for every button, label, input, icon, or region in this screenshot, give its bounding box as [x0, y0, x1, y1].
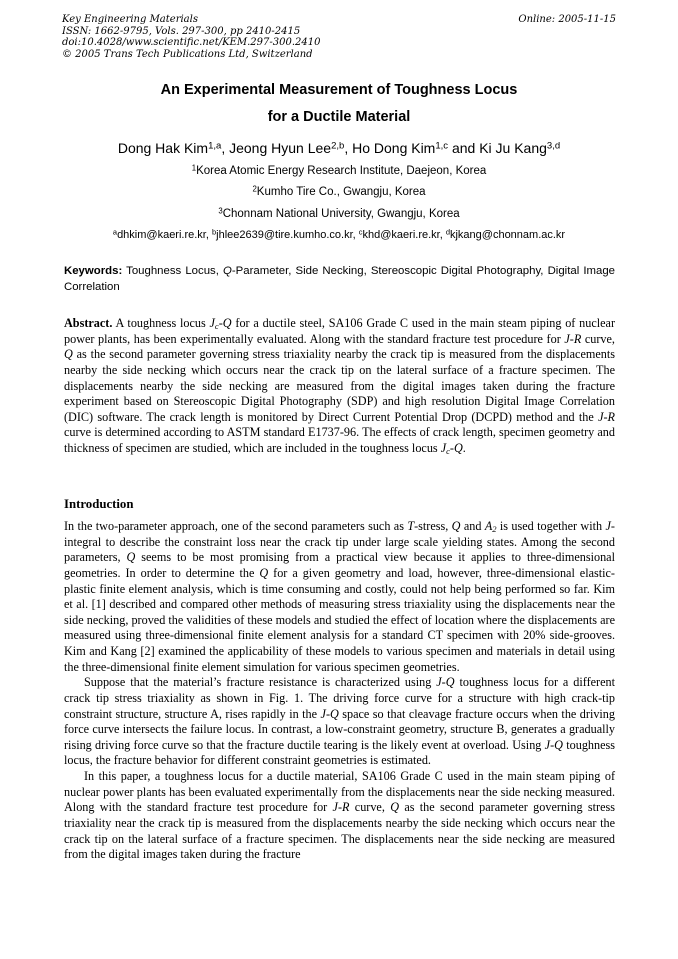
journal-header [62, 14, 616, 60]
abstract-math: Q [222, 316, 232, 330]
keywords-paragraph [64, 264, 615, 295]
author-name: Ho Dong Kim [352, 140, 436, 156]
keywords-text: -Parameter, Side Necking, Stereoscopic Digital Photography, Digital Image Correlation [64, 265, 615, 293]
author-separator: and [448, 140, 480, 156]
body-math: J-Q [436, 675, 455, 690]
email-list [40, 229, 638, 241]
abstract-math: J-R [564, 331, 582, 346]
body-text: toughness locus for a different crack tip stress triaxiality as shown in Fig. 1. The driving force curve for a structure with high crack-tip constraint structure, structure A, rises rapidly in the [64, 675, 615, 721]
body-text: Suppose that the material’s fracture resistance is characterized using [84, 675, 437, 690]
author-name: Jeong Hyun Lee [229, 140, 332, 156]
abstract-math: Q [453, 441, 463, 455]
introduction-body [64, 519, 615, 863]
author-affiliation-mark: 1,c [435, 140, 449, 152]
body-text: -stress, [414, 519, 452, 533]
body-text: In the two-parameter approach, one of the second parameters such as [64, 519, 408, 533]
abstract-text: . [462, 441, 466, 455]
author-affiliation-mark: 2,b [331, 140, 345, 152]
affiliation-mark: 1 [191, 163, 197, 173]
paper-title-line-1: An Experimental Measurement of Toughness Locus [160, 82, 518, 98]
body-math: Q [451, 519, 461, 533]
abstract-text: - [218, 316, 223, 330]
email-mark: d [445, 227, 450, 237]
introduction-paragraph [64, 675, 615, 769]
body-text: as the second parameter governing stress triaxiality near the crack tip is measured from the displacements nearby the side necking which occurs near the crack tip on the lateral surface of a fracture specimen. The displacements near the side necking are measured from the digital images taken during the fracture [64, 800, 615, 862]
email-mark: a [112, 227, 118, 237]
keywords-q: Q [223, 265, 232, 277]
author-name: Ki Ju Kang [479, 140, 547, 156]
email-link[interactable]: jhlee2639@tire.kumho.co.kr, [216, 229, 359, 241]
affiliation-text: Chonnam National University, Gwangju, Korea [222, 208, 460, 220]
abstract-math: J [209, 316, 215, 330]
body-math: J-R [332, 800, 350, 815]
email-link[interactable]: dhkim@kaeri.re.kr, [117, 229, 212, 241]
body-math: J [605, 519, 611, 533]
keywords-label: Keywords: [64, 265, 123, 277]
email-mark: b [211, 227, 217, 237]
abstract-math: J-R [598, 409, 615, 424]
body-math: A [484, 519, 493, 533]
body-text: -integral to describe the constraint loss near the crack tip under large scale yielding states. Among the second parameters, [64, 519, 615, 565]
doi-line: doi:10.4028/www.scientific.net/KEM.297-300.2410 [62, 37, 321, 49]
abstract-math: c [214, 321, 219, 332]
body-math: J-Q [544, 737, 563, 752]
body-text: and [460, 519, 485, 533]
introduction-paragraph [64, 769, 615, 863]
copyright-line: © 2005 Trans Tech Publications Ltd, Switzerland [62, 48, 313, 60]
body-text: is used together with [496, 519, 606, 533]
abstract-label: Abstract. [64, 316, 113, 330]
affiliation-mark: 2 [252, 184, 257, 194]
author-affiliation-mark: 1,a [208, 140, 222, 152]
affiliation [40, 208, 638, 220]
affiliation-mark: 3 [218, 206, 223, 216]
email-mark: c [358, 227, 363, 237]
abstract-paragraph [64, 316, 615, 457]
body-text: toughness locus, the fracture behavior for different constraint geometries is estimated. [64, 737, 615, 768]
paper-title-line-2: for a Ductile Material [267, 109, 411, 125]
abstract-text: A toughness locus [112, 316, 210, 330]
online-date: Online: 2005-11-15 [518, 14, 616, 25]
author-affiliation-mark: 3,d [546, 140, 561, 152]
body-text: In this paper, a toughness locus for a ductile material, SA106 Grade C used in the main steam piping of nuclear power plants has been evaluated experimentally from the displacements near the side necking measured. Along with the standard fracture test procedure for [64, 769, 615, 815]
body-math: Q [259, 565, 269, 580]
section-heading-introduction: Introduction [64, 497, 134, 511]
affiliation-text: Korea Atomic Energy Research Institute, Daejeon, Korea [196, 165, 487, 177]
affiliation-text: Kumho Tire Co., Gwangju, Korea [256, 186, 426, 198]
email-link[interactable]: kjkang@chonnam.ac.kr [449, 229, 566, 241]
issn-line: ISSN: 1662-9795, Vols. 297-300, pp 2410-2415 [62, 25, 301, 37]
abstract-math: c [446, 446, 450, 457]
abstract-math: Q [64, 347, 73, 362]
body-text: for a given geometry and load, however, three-dimensional elastic-plastic finite element analysis, which is time consuming and costly, could not help being performed so far. Kim et al. [1] described and compared other methods of measuring stress triaxiality using the displacements near the side necking, proved the validities of these models and studied the effect of location where the displacements are measured using three-dimensional finite element analysis for a standard CT specimen with 20% side-grooves. Kim and Kang [2] examined the applicability of these models to various specimen and materials in detail using the three-dimensional finite element simulation for various specimen geometries. [64, 565, 615, 674]
abstract-text: for a ductile steel, SA106 Grade C used in the main steam piping of nuclear power plants, has been experimentally evaluated. Along with the standard fracture test procedure for [64, 316, 616, 346]
body-math: Q [390, 800, 400, 815]
author-name: Dong Hak Kim [117, 140, 209, 156]
keywords-text: Toughness Locus, [122, 265, 224, 277]
abstract-text: curve, [581, 331, 615, 346]
body-math: 2 [492, 524, 497, 535]
author-separator: , [344, 140, 353, 156]
author-separator: , [221, 140, 230, 156]
journal-name: Key Engineering Materials [62, 14, 198, 25]
body-text: space so that cleavage fracture occurs when the driving force curve intersects the failure locus. In contrast, a low-constraint geometry, structure B, generates a gradually rising driving force curve so that the fracture ductile tearing is the likely event at overload. Using [64, 706, 615, 752]
abstract-text: - [449, 441, 454, 455]
email-link[interactable]: khd@kaeri.re.kr, [362, 229, 446, 241]
abstract-math: J [440, 441, 447, 455]
body-text: curve, [349, 800, 391, 815]
body-math: Q [126, 550, 136, 565]
affiliation [40, 165, 638, 177]
body-math: J-Q [320, 706, 339, 721]
body-text: seems to be most promising from a practical view because it applies to three-dimensional geometries. In order to determine the [64, 550, 615, 580]
abstract-text: curve is determined according to ASTM standard E1737-96. The effects of crack length, specimen geometry and thickness of specimen are studied, which are included in the toughness locus [64, 425, 615, 455]
affiliation [40, 186, 638, 198]
introduction-paragraph [64, 519, 615, 675]
body-math: T [407, 519, 415, 533]
abstract-text: as the second parameter governing stress triaxiality nearby the crack tip is measured from the displacements nearby the side necking which occurs near the crack tip on the lateral surface of a fracture specimen. The displacements nearby the side necking are measured from the digital images taken during the fracture experiment based on Stereoscopic Digital Photography (SDP) and high resolution Digital Image Correlation (DIC) software. The crack length is monitored by Direct Current Potential Drop (DCPD) method and the [64, 347, 615, 424]
author-list [40, 140, 638, 156]
